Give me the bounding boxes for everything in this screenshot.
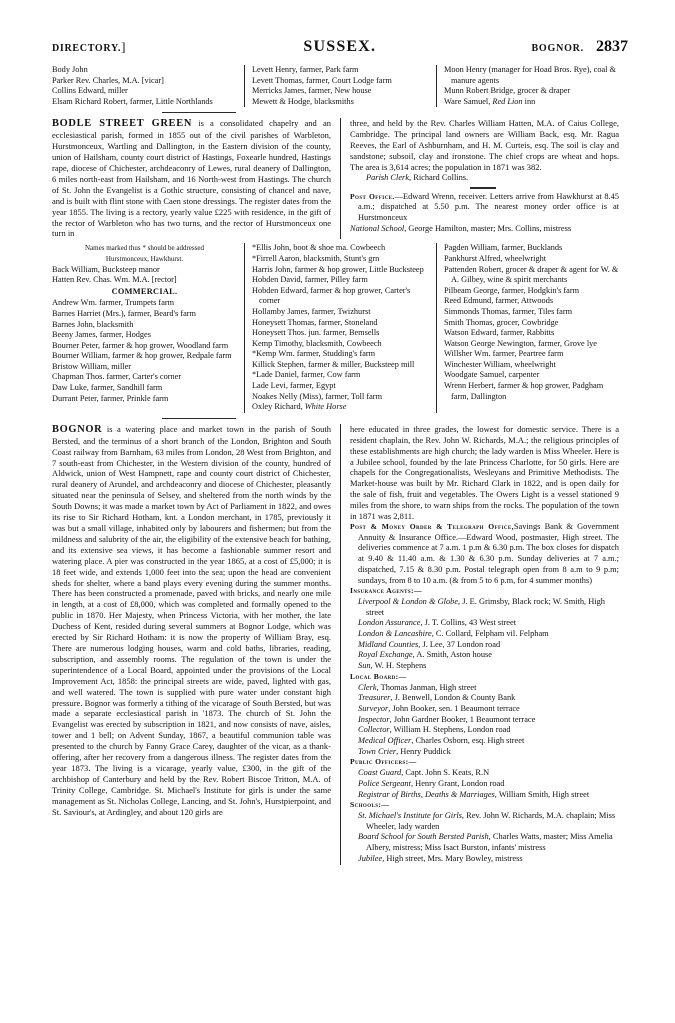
public-officers-heading bbox=[350, 757, 619, 768]
directory-page bbox=[52, 38, 628, 865]
list-item: Hatten Rev. Chas. Wm. M.A. [rector] bbox=[52, 275, 177, 285]
office-title: Clerk bbox=[358, 682, 377, 692]
post-office-entry bbox=[350, 192, 619, 224]
list-item: Noakes Nelly (Miss), farmer, Toll farm bbox=[251, 391, 383, 401]
list-item: Harris John, farmer & hop grower, Little Bucksteep bbox=[251, 264, 424, 274]
agency-detail: , J. Lee, 37 London road bbox=[418, 639, 501, 649]
office-title: Collector bbox=[358, 725, 390, 735]
list-item bbox=[350, 715, 619, 726]
running-head-left-label: DIRECTORY. bbox=[52, 43, 122, 54]
office-holder: , Thomas Janman, High street bbox=[376, 682, 477, 692]
schools-label: Schools:— bbox=[350, 800, 390, 810]
national-school-label: National School bbox=[350, 223, 405, 233]
bodle-directory-column-2 bbox=[244, 243, 436, 413]
list-item: Willsher Wm. farmer, Peartree farm bbox=[443, 349, 564, 359]
post-money-order-entry bbox=[350, 522, 619, 586]
list-item: Killick Stephen, farmer & miller, Bucksteep mill bbox=[251, 359, 415, 369]
list-item: Wrenn Herbert, farmer & hop grower, Padgham farm, Dallington bbox=[443, 381, 604, 401]
inn-name: Red Lion bbox=[492, 96, 523, 106]
list-item: Merricks James, farmer, New house bbox=[251, 86, 372, 96]
list-item bbox=[350, 618, 619, 629]
list-item: Reed Edmund, farmer, Attwoods bbox=[443, 296, 554, 306]
list-item: Barnes John, blacksmith bbox=[52, 319, 134, 329]
list-item: Pattenden Robert, grocer & draper & agent for W. & A. Gilbey, wine & spirit merchants bbox=[443, 264, 619, 285]
agency-detail: , J. E. Grimsby, Black rock; W. Smith, High street bbox=[366, 596, 605, 617]
bodle-article-continued: three, and held by the Rev. Charles William Hatten, M.A. of Caius College, Cambridge. The principal land owners are William Back, esq. Mr. Ragua Reeves, the Earl of Ashburnham, and H. M. Curteis, esq. The soil is clay and sandstone; subsoil, clay and ironstone. The chief crops are wheat and hops. The area is 3,614 acres; the population in 1871 was 382. bbox=[350, 118, 619, 172]
list-item: Parker Rev. Charles, M.A. [vicar] bbox=[52, 75, 164, 85]
list-item: Beeny James, farmer, Hodges bbox=[52, 330, 151, 340]
list-item bbox=[350, 725, 619, 736]
post-money-order-label: Post & Money Order & Telegraph Office, bbox=[350, 522, 514, 531]
list-item: Levett Thomas, farmer, Court Lodge farm bbox=[251, 75, 392, 85]
list-item: Hobden David, farmer, Pilley farm bbox=[251, 275, 368, 285]
list-item bbox=[350, 790, 619, 801]
list-item: Pilbeam George, farmer, Hodgkin's farm bbox=[443, 285, 580, 295]
list-item bbox=[350, 597, 619, 618]
bognor-article-text bbox=[52, 424, 331, 818]
schools-heading bbox=[350, 800, 619, 811]
running-head-bracket: ] bbox=[121, 39, 127, 54]
list-item bbox=[350, 683, 619, 694]
office-holder: , Henry Grant, London road bbox=[410, 778, 505, 788]
list-item: Watson George Newington, farmer, Grove lye bbox=[443, 338, 597, 348]
list-item: Elsam Richard Robert, farmer, Little Northlands bbox=[52, 96, 213, 106]
list-item: Bourner Peter, farmer & hop grower, Woodland farm bbox=[52, 340, 229, 350]
list-item: Munn Robert Bridge, grocer & draper bbox=[443, 86, 571, 96]
school-detail: , High street, Mrs. Mary Bowley, mistress bbox=[382, 853, 523, 863]
list-item bbox=[350, 650, 619, 661]
running-head-right bbox=[531, 38, 628, 56]
bognor-column-right bbox=[340, 424, 628, 865]
school-name: St. Michael's Institute for Girls bbox=[358, 810, 462, 820]
agency-name: Royal Exchange bbox=[358, 650, 413, 660]
school-name: Jubilee bbox=[358, 853, 383, 863]
office-title: Surveyor bbox=[358, 703, 389, 713]
top-column-2 bbox=[244, 65, 436, 107]
list-item: *Kemp Wm. farmer, Studding's farm bbox=[251, 349, 376, 359]
list-item: Back William, Bucksteep manor bbox=[52, 264, 160, 274]
bodle-directory-column-1 bbox=[52, 243, 244, 413]
bodle-article-text bbox=[52, 118, 331, 239]
list-item: Andrew Wm. farmer, Trumpets farm bbox=[52, 298, 175, 308]
list-item: Bristow William, miller bbox=[52, 361, 132, 371]
list-item bbox=[350, 704, 619, 715]
office-title: Town Crier bbox=[358, 746, 397, 756]
list-item bbox=[350, 747, 619, 758]
list-item: Barnes Harriet (Mrs.), farmer, Beard's farm bbox=[52, 308, 196, 318]
office-holder: , Charles Osborn, esq. High street bbox=[411, 736, 525, 746]
list-item: Honeysett Thomas, farmer, Stoneland bbox=[251, 317, 378, 327]
place-name-heading: BODLE STREET GREEN bbox=[52, 118, 193, 130]
list-item bbox=[350, 832, 619, 853]
page-number: 2837 bbox=[596, 38, 628, 55]
bognor-article bbox=[52, 424, 628, 865]
parish-clerk-entry bbox=[350, 173, 619, 184]
running-head-title: SUSSEX. bbox=[303, 38, 377, 55]
list-item: Winchester William, wheelwright bbox=[443, 359, 556, 369]
post-money-order-text: Savings Bank & Government Annuity & Insurance Office.—Edward Wood, postmaster, High street. The deliveries commence at 7 a.m. 1 p.m & 6.30 p.m. The box closes for dispatch at 9.40 & 11.40 a.m. & 1.30 & 6.30 p.m. Sunday deliveries at 7 a.m.; dispatched, 7.15 & 8.30 p.m. Postal telegraph open from 8 a.m to 9 p.m; sundays, from 8 to 10 a.m. (& from 5 to 6 p.m, for 4 summer months) bbox=[358, 522, 619, 585]
list-item: *Lade Daniel, farmer, Cow farm bbox=[251, 370, 361, 380]
list-item: Kemp Timothy, blacksmith, Cowbeech bbox=[251, 338, 382, 348]
list-item: Ware Samuel, Red Lion inn bbox=[443, 96, 536, 106]
agency-name: Liverpool & London & Globe bbox=[358, 596, 459, 606]
list-item bbox=[350, 693, 619, 704]
office-title: Inspector bbox=[358, 714, 390, 724]
agency-detail: , C. Collard, Felpham vil. Felpham bbox=[431, 629, 549, 639]
place-name-heading: BOGNOR bbox=[52, 423, 103, 435]
list-item: Smith Thomas, grocer, Cowbridge bbox=[443, 317, 559, 327]
office-holder: , Henry Puddick bbox=[396, 746, 451, 756]
list-item bbox=[350, 854, 619, 865]
list-item bbox=[350, 661, 619, 672]
list-item: Pagden William, farmer, Bucklands bbox=[443, 243, 563, 253]
public-officers-label: Public Officers:— bbox=[350, 757, 417, 767]
office-holder: , John Booker, sen. 1 Beaumont terrace bbox=[388, 703, 520, 713]
list-item: Daw Luke, farmer, Sandhill farm bbox=[52, 383, 163, 393]
bodle-article-body: is a consolidated chapelry and an ecclesiastical parish, formed in 1855 out of the civil parishes of Warbleton, Hurstmonceux, Wartling and Dallington, in the Eastern division of the county, union of Hailsham, county court district of Hastings, Foxearle hundred, Hastings rape, diocese of Chichester, archdeaconry of Lewes, rural deanery of Dallington, 6 miles north-east from Hailsham, and 16 North-west from Hastings. The church of St. John the Evangelist is a Gothic structure, consisting of chancel and nave, and is built with flint stone with Caen stone dressings. The register dates from the year 1855. The living is a rectory, yearly value £225 with residence, in the gift of the rector of Warbleton who has two turns, and the rector of Hurstmonceux one turn in bbox=[52, 118, 331, 239]
office-holder: , Capt. John S. Keats, R.N bbox=[401, 768, 490, 778]
list-item: *Firrell Aaron, blacksmith, Stunt's grn bbox=[251, 253, 380, 263]
school-detail: , Charles Watts, master; Miss Amelia Albery, mistress; Miss Isact Burston, infants' mistress bbox=[366, 832, 613, 853]
address-note-line-1: Names marked thus * should be addressed bbox=[85, 244, 204, 253]
subsection-divider bbox=[470, 187, 496, 189]
insurance-agents-label: Insurance Agents:— bbox=[350, 586, 422, 596]
agency-name: London Assurance bbox=[358, 618, 421, 628]
parish-clerk-label: Parish Clerk bbox=[366, 172, 410, 182]
bognor-article-continued: here educated in three grades, the lowest for domestic service. There is a resident chaplain, the Rev. John W. Richards, M.A.; the religious principles of these establishments are high church; the lady warden is Miss Wheeler. Here is a Jubilee school, founded by the late Princess Charlotte, for 50 girls. Here are chapels for the Congregationalists, Wesleyans and Primitive Methodists. The Market-house was built by Mr. Richard Clark in 1822, and is open daily for the sale of fish, fruit and vegetables. The Owers Light is a vessel stationed 9 miles from the shore, to warn ships from the rocks. The population of the town in 1871 was 2,811. bbox=[350, 423, 619, 522]
running-head-place: BOGNOR. bbox=[531, 43, 584, 54]
bognor-column-left bbox=[52, 424, 340, 865]
bodle-column-right bbox=[340, 118, 628, 239]
local-board-heading bbox=[350, 672, 619, 683]
office-title: Medical Officer bbox=[358, 736, 412, 746]
list-item: Bourner William, farmer & hop grower, Redpale farm bbox=[52, 351, 232, 361]
address-note-line-2: Hurstmonceux, Hawkhurst. bbox=[105, 254, 184, 263]
school-detail: , Rev. John W. Richards, M.A. chaplain; Miss Wheeler, lady warden bbox=[366, 810, 616, 831]
list-item: Oxley Richard, White Horse bbox=[251, 402, 347, 412]
bodle-directory-columns bbox=[52, 243, 628, 413]
agency-detail: , W. H. Stephens bbox=[370, 661, 427, 671]
bodle-directory-column-3 bbox=[436, 243, 628, 413]
list-item: Simmonds Thomas, farmer, Tiles farm bbox=[443, 306, 573, 316]
running-head-left bbox=[52, 39, 126, 55]
office-holder: , William Smith, High street bbox=[494, 789, 590, 799]
top-column-1 bbox=[52, 65, 244, 107]
bodle-column-left bbox=[52, 118, 340, 239]
insurance-agents-heading bbox=[350, 586, 619, 597]
list-item: Levett Henry, farmer, Park farm bbox=[251, 65, 359, 74]
office-title: Police Sergeant bbox=[358, 778, 411, 788]
bodle-street-green-article bbox=[52, 118, 628, 239]
list-item bbox=[350, 779, 619, 790]
agency-name: Sun bbox=[358, 661, 371, 671]
list-item: Woodgate Samuel, carpenter bbox=[443, 370, 540, 380]
list-item bbox=[350, 629, 619, 640]
post-office-label: Post Office. bbox=[350, 191, 395, 201]
inn-name: White Horse bbox=[304, 402, 347, 412]
national-school-entry bbox=[350, 224, 619, 235]
parish-clerk-value: , Richard Collins. bbox=[409, 172, 469, 182]
list-item: Chapman Thos. farmer, Carter's corner bbox=[52, 372, 182, 382]
list-item: *Ellis John, boot & shoe ma. Cowbeech bbox=[251, 243, 386, 253]
national-school-text: , George Hamilton, master; Mrs. Collins, mistress bbox=[404, 223, 572, 233]
list-item: Body John bbox=[52, 65, 88, 74]
list-item: Watson Edward, farmer, Rabbitts bbox=[443, 328, 555, 338]
list-item bbox=[350, 768, 619, 779]
list-item: Durrant Peter, farmer, Prinkle farm bbox=[52, 393, 169, 403]
list-item: Hollamby James, farmer, Twizhurst bbox=[251, 306, 371, 316]
list-item: Hobden Edward, farmer & hop grower, Carter's corner bbox=[251, 285, 411, 306]
list-item bbox=[350, 640, 619, 651]
office-title: Treasurer bbox=[358, 693, 391, 703]
list-item: Pankhurst Alfred, wheelwright bbox=[443, 253, 547, 263]
list-item: Honeysett Thos. jun. farmer, Bemsells bbox=[251, 328, 380, 338]
office-holder: , J. Benwell, London & County Bank bbox=[390, 693, 516, 703]
top-entry-columns bbox=[52, 65, 628, 107]
agency-detail: , J. T. Collins, 43 West street bbox=[420, 618, 517, 628]
section-divider bbox=[162, 418, 236, 419]
top-column-3 bbox=[436, 65, 628, 107]
post-office-text: —Edward Wrenn, receiver. Letters arrive from Hawkhurst at 8.45 a.m.; dispatched at 5.50 p.m. The nearest money order office is at Hurstmonceux bbox=[358, 191, 619, 223]
agency-name: London & Lancashire bbox=[358, 629, 432, 639]
list-item bbox=[350, 811, 619, 832]
commercial-heading: COMMERCIAL. bbox=[111, 286, 178, 296]
office-holder: , William H. Stephens, London road bbox=[389, 725, 511, 735]
office-holder: , John Gardner Booker, 1 Beaumont terrace bbox=[389, 714, 536, 724]
bognor-article-body: is a watering place and market town in the parish of South Bersted, and the terminus of a short branch of the London, Brighton and South Coast railway from Barnham, 63 miles from London, 28 West from Brighton, and 7 south-east from Chichester, in the Western division of the county, hundred of Aldwick, union of West Hampnett, rape and county court district of Chichester, rural deanery of Arundel, and archdeaconry and diocese of Chichester, pleasantly situated near the peninsula of Selsey, and sheltered from the north winds by the South Downs; it was made a market town by Act of Parliament in 1822, and owes its rise to Sir Richard Hotham, knt. a London merchant, in 1785, previously it was but a small village, inhabited only by labourers and fishermen; but from the mildness and salubrity of the air, the eligibility of the extensive beach for bathing, and its extensive sea views, it has become a fashionable summer resort and watering place. A pier was constructed in the year 1865, at a cost of £5,000; it is 18 feet wide, and extends 1,000 feet into the sea; upon the head are convenient sheds for shelter, where a band plays every evening during the summer months. There has been constructed a promenade, paved with bricks, and nearly one mile in length, at a cost of £8,000, which was completed and formally opened to the public in 1870. Her Majesty, when Princess Victoria, with her mother, the late Duchess of Kent, resided during several summers at Bognor Lodge, which was erected by Sir Richard Hotham: it is now the property of William Bray, esq. There are numerous lodging houses, warm and cold baths, libraries, reading, subscription, and assembly rooms. The regulation of the town is under the superintendence of a Local Board, appointed under the provisions of the Local Improvement Act, 1858: the principal streets are wide, paved, lighted with gas, and well watered. The town is supplied with pure water under constant high pressure. Bognor was formerly a tithing of the vicarage of South Bersted, but was made a separate ecclesiastical parish in '1873. The church of St. John the Evangelist was erected by subscription in 1821, and now consists of nave, aisles, tower and 1 bell; on Advent Sunday, 1867, a beautiful communion table was presented to the church by Fanny Grace Carey, daughter of the vicar, as a thank-offering, after her recovery from a dangerous illness. The register dates from the year 1873. The living is a vicarage, yearly value, £300, in the gift of the archbishop of Canterbury and held by the Rev. Robert Biscoe Tritton, M.A. of Trinity College, Cambridge. St. Michael's Institute for girls is under the same management as St. Nicholas College, Lancing, and St. John's, Hurstpierpoint, and St. Saviour's, at Ardingley, and about 120 girls are bbox=[52, 423, 332, 817]
list-item: Mewett & Hodge, blacksmiths bbox=[251, 96, 354, 106]
office-title: Registrar of Births, Deaths & Marriages bbox=[358, 789, 495, 799]
agency-name: Midland Counties bbox=[358, 639, 419, 649]
school-name: Board School for South Bersted Parish bbox=[358, 832, 489, 842]
agency-detail: , A. Smith, Aston house bbox=[412, 650, 492, 660]
office-title: Coast Guard bbox=[358, 768, 402, 778]
local-board-label: Local Board:— bbox=[350, 671, 407, 681]
list-item: Lade Levi, farmer, Egypt bbox=[251, 381, 336, 391]
list-item: Collins Edward, miller bbox=[52, 86, 128, 96]
list-item bbox=[350, 736, 619, 747]
list-item: Moon Henry (manager for Hoad Bros. Rye), coal & manure agents bbox=[443, 65, 616, 85]
section-divider bbox=[162, 112, 236, 113]
running-head bbox=[52, 38, 628, 56]
